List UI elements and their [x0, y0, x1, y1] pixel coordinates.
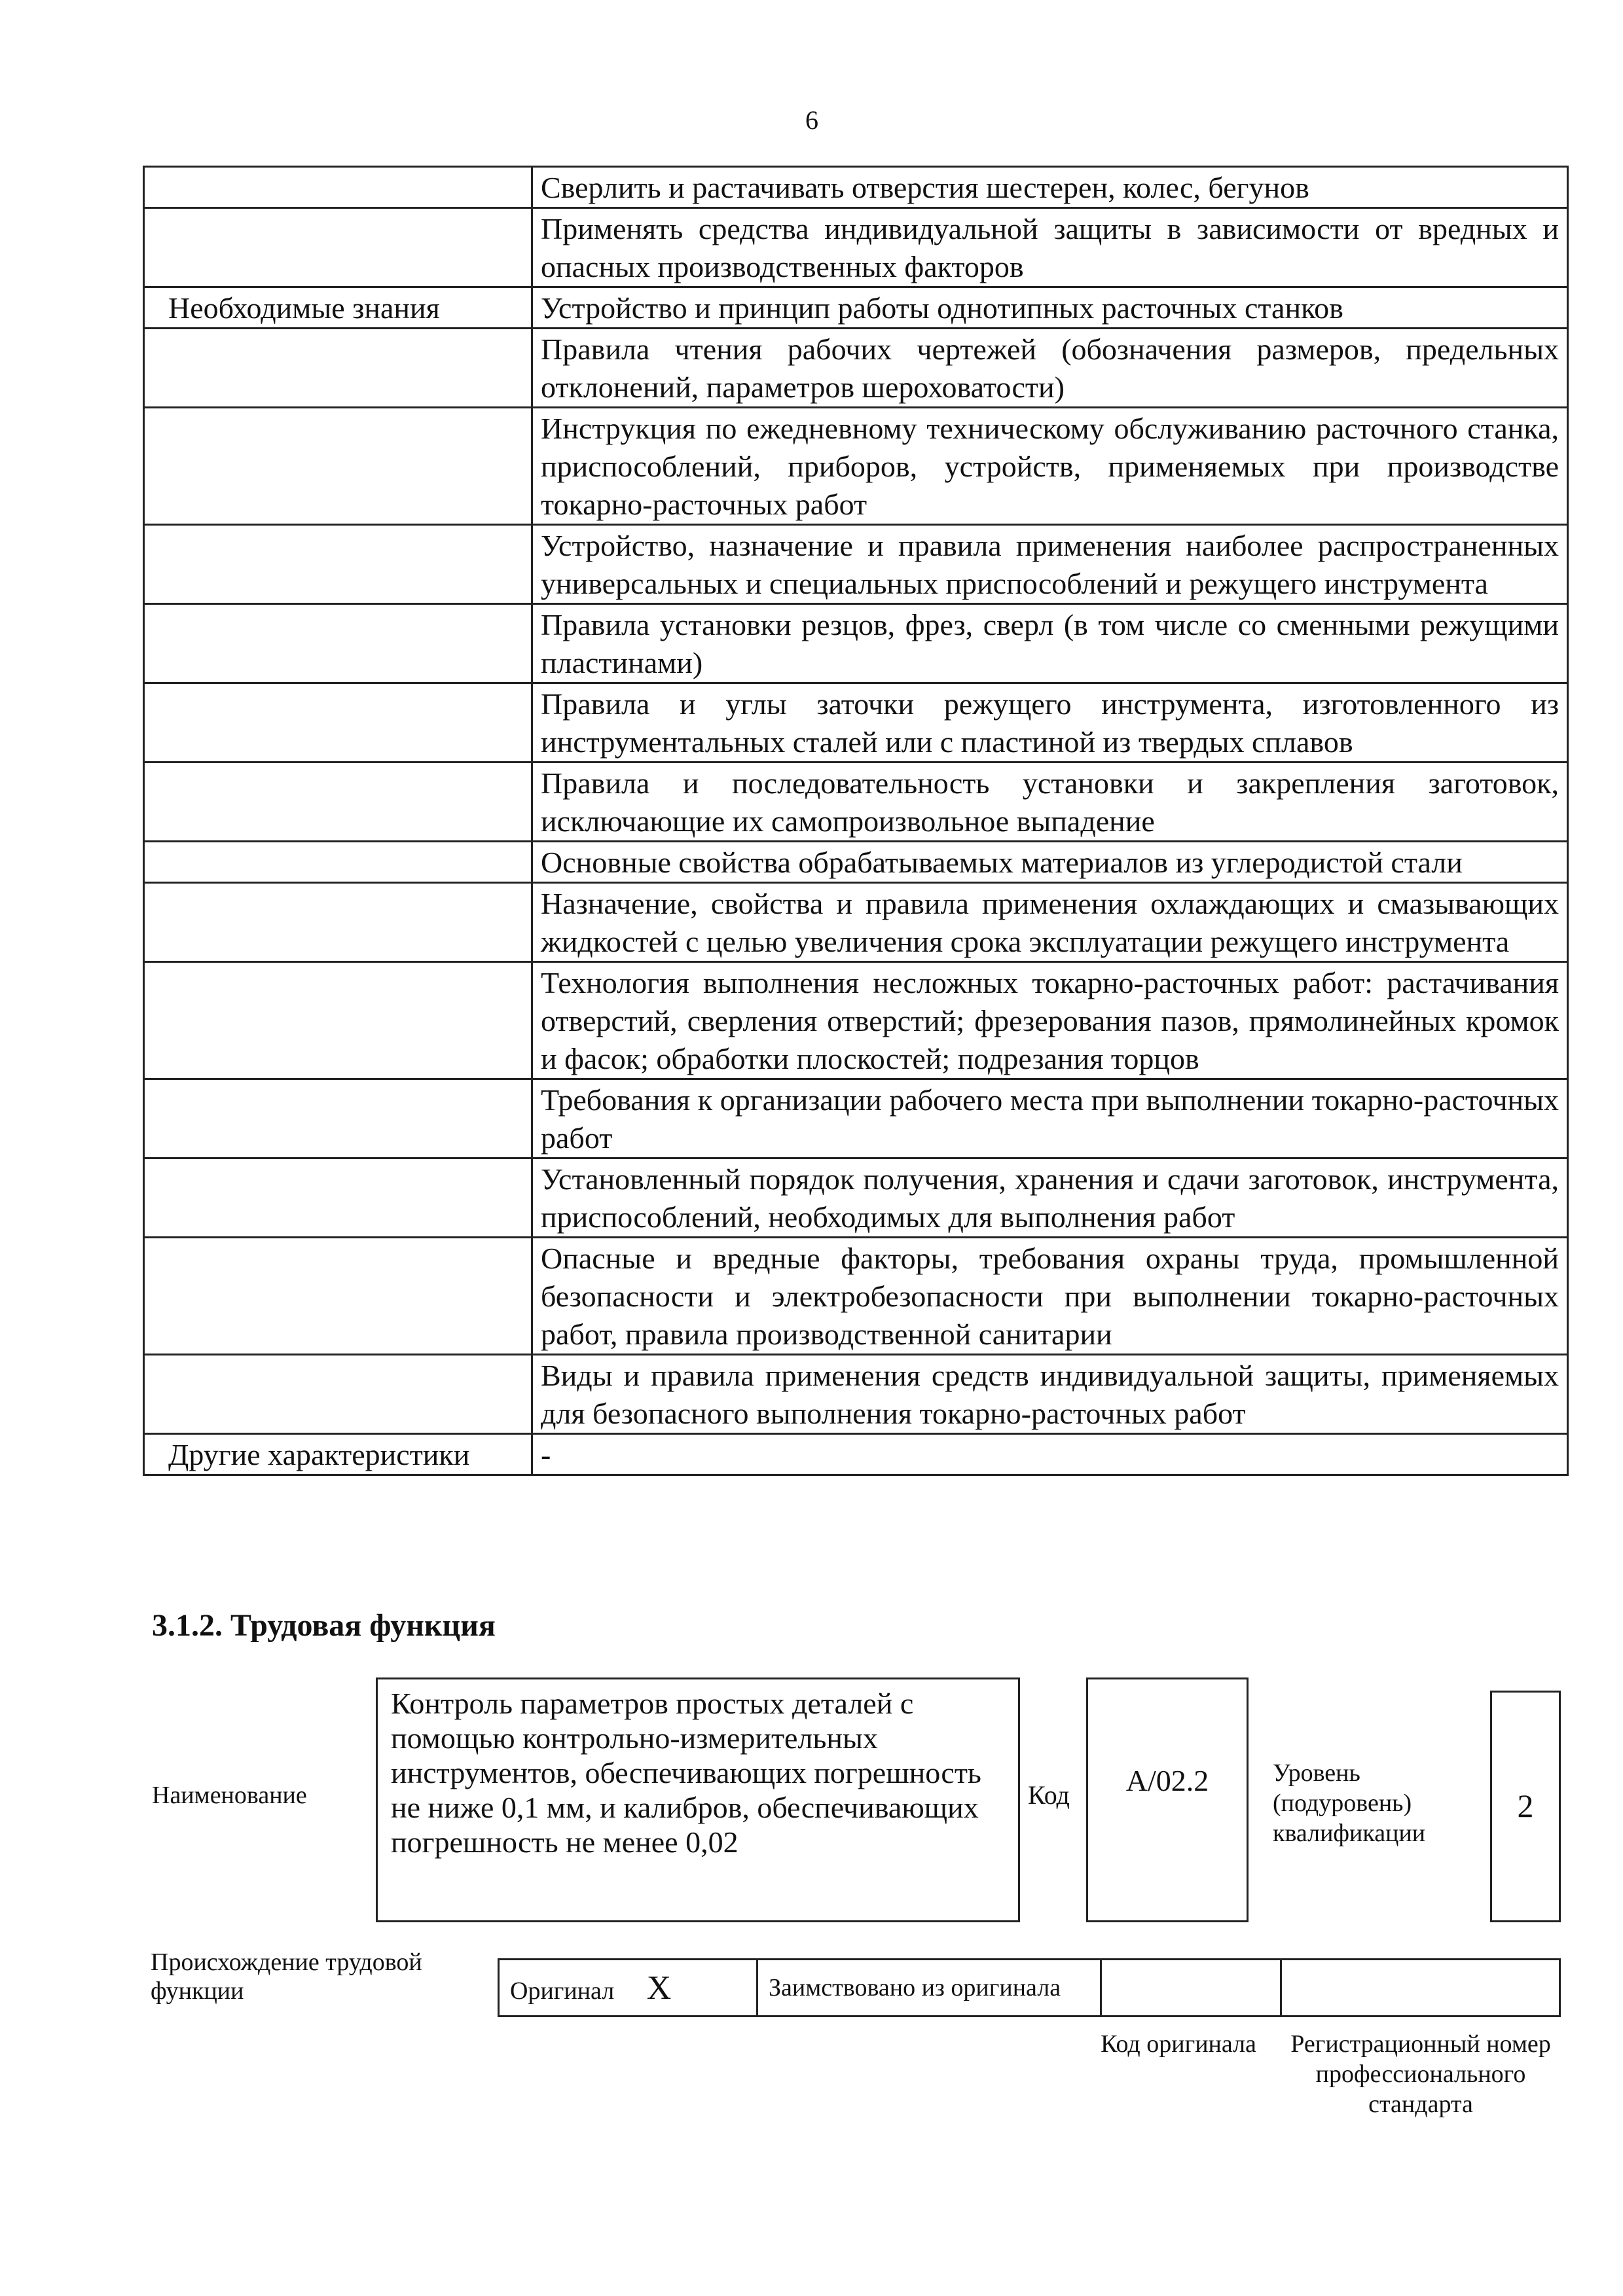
row-label [144, 329, 532, 408]
original-mark: X [646, 1969, 672, 2007]
table-row [144, 287, 1568, 329]
section-heading: 3.1.2. Трудовая функция [152, 1608, 496, 1643]
row-text: Инструкция по ежедневному техническому обслуживанию расточного станка, приспособлений, приборов, устройств, применяемых при производстве токарно-расточных работ [532, 408, 1568, 525]
row-label [144, 408, 532, 525]
knowledge-table [143, 166, 1569, 1476]
row-text: Сверлить и растачивать отверстия шестерен, колес, бегунов [532, 167, 1568, 208]
table-row [144, 683, 1568, 762]
row-label [144, 762, 532, 842]
table-row [144, 525, 1568, 604]
table-row [144, 208, 1568, 287]
level-value-box: 2 [1490, 1691, 1561, 1922]
row-text: Назначение, свойства и правила применения охлаждающих и смазывающих жидкостей с целью увеличения срока эксплуатации режущего инструмента [532, 883, 1568, 962]
table-row [144, 1079, 1568, 1158]
table-row [144, 1158, 1568, 1238]
row-text: Виды и правила применения средств индивидуальной защиты, применяемых для безопасного выполнения токарно-расточных работ [532, 1355, 1568, 1434]
row-text: Устройство, назначение и правила применения наиболее распространенных универсальных и специальных приспособлений и режущего инструмента [532, 525, 1568, 604]
row-label [144, 525, 532, 604]
table-row [144, 1238, 1568, 1355]
row-text: Установленный порядок получения, хранения и сдачи заготовок, инструмента, приспособлений, необходимых для выполнения работ [532, 1158, 1568, 1238]
code-value-box: A/02.2 [1086, 1677, 1249, 1922]
row-text: Устройство и принцип работы однотипных расточных станков [532, 287, 1568, 329]
row-text: Применять средства индивидуальной защиты в зависимости от вредных и опасных производственных факторов [532, 208, 1568, 287]
row-label [144, 1238, 532, 1355]
reg-number-cell [1281, 1960, 1560, 2017]
row-label [144, 1158, 532, 1238]
table-row [144, 842, 1568, 883]
row-text: Требования к организации рабочего места при выполнении токарно-расточных работ [532, 1079, 1568, 1158]
row-text: Правила чтения рабочих чертежей (обозначения размеров, предельных отклонений, параметров шероховатости) [532, 329, 1568, 408]
table-row [144, 329, 1568, 408]
table-row [144, 1355, 1568, 1434]
origin-table [498, 1958, 1561, 2017]
row-label [144, 842, 532, 883]
row-text: Технология выполнения несложных токарно-расточных работ: растачивания отверстий, сверления отверстий; фрезерования пазов, прямолинейных кромок и фасок; обработки плоскостей; подрезания торцов [532, 962, 1568, 1079]
row-label [144, 208, 532, 287]
row-label: Другие характеристики [144, 1434, 532, 1475]
table-row [144, 962, 1568, 1079]
row-label [144, 1355, 532, 1434]
page-number: 6 [805, 105, 818, 135]
level-label: Уровень (подуровень) квалификации [1273, 1759, 1426, 1847]
name-label: Наименование [152, 1782, 307, 1809]
origin-label: Происхождение трудовой функции [151, 1948, 422, 2005]
row-text: Правила установки резцов, фрез, сверл (в том числе со сменными режущими пластинами) [532, 604, 1568, 683]
original-code-cell [1101, 1960, 1281, 2017]
row-text: Правила и последовательность установки и закрепления заготовок, исключающие их самопроизвольное выпадение [532, 762, 1568, 842]
table-row [144, 408, 1568, 525]
table-row [144, 883, 1568, 962]
function-name-box: Контроль параметров простых деталей с помощью контрольно-измерительных инструментов, обеспечивающих погрешность не ниже 0,1 мм, и калибров, обеспечивающих погрешность не менее 0,02 [376, 1677, 1020, 1922]
table-row [144, 762, 1568, 842]
row-text: - [532, 1434, 1568, 1475]
borrowed-cell [757, 1960, 1101, 2017]
row-text: Опасные и вредные факторы, требования охраны труда, промышленной безопасности и электробезопасности при выполнении токарно-расточных работ, правила производственной санитарии [532, 1238, 1568, 1355]
row-label [144, 683, 532, 762]
code-label: Код [1028, 1780, 1070, 1810]
row-label [144, 962, 532, 1079]
original-cell [499, 1960, 757, 2017]
row-label [144, 167, 532, 208]
row-label: Необходимые знания [144, 287, 532, 329]
reg-number-caption: Регистрационный номер профессионального стандарта [1290, 2030, 1551, 2118]
row-label [144, 1079, 532, 1158]
row-text: Основные свойства обрабатываемых материалов из углеродистой стали [532, 842, 1568, 883]
table-row [144, 604, 1568, 683]
row-text: Правила и углы заточки режущего инструмента, изготовленного из инструментальных сталей или с пластиной из твердых сплавов [532, 683, 1568, 762]
table-row [144, 1434, 1568, 1475]
row-label [144, 883, 532, 962]
table-row [144, 167, 1568, 208]
borrowed-label: Заимствовано из оригинала [769, 1974, 1061, 2001]
original-label: Оригинал [510, 1977, 615, 2005]
row-label [144, 604, 532, 683]
original-code-caption: Код оригинала [1101, 2030, 1256, 2058]
